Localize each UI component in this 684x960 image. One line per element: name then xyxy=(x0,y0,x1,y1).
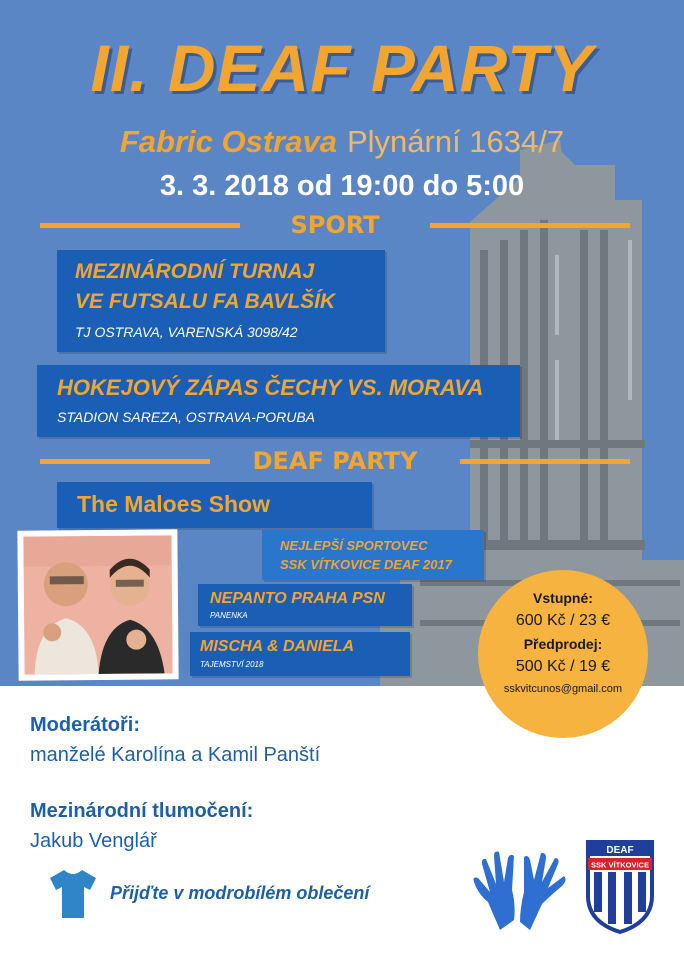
performers-illustration xyxy=(23,535,172,674)
mischa-name: MISCHA & DANIELA xyxy=(200,638,355,655)
moderators-names: manželé Karolína a Kamil Panští xyxy=(30,744,321,766)
venue-name: Fabric Ostrava xyxy=(119,124,337,159)
mischa-banner xyxy=(190,632,410,676)
contact-email: sskvitcunos@gmail.com xyxy=(503,683,623,695)
heading-rule xyxy=(430,223,630,228)
futsal-line2: VE FUTSALU FA BAVLŠÍK xyxy=(75,290,336,313)
photo-image xyxy=(23,535,172,674)
award-banner xyxy=(262,530,484,580)
interpreting-heading: Mezinárodní tlumočení: xyxy=(30,800,254,822)
entry-price: 600 Kč / 23 € xyxy=(515,612,611,629)
party-heading-label: DEAF PARTY xyxy=(252,447,418,475)
moderators-heading: Moderátoři: xyxy=(30,714,140,736)
price-badge xyxy=(478,570,648,738)
venue xyxy=(0,122,684,162)
maloes-show: The Maloes Show xyxy=(77,491,270,517)
heading-rule xyxy=(40,459,210,464)
presale-label: Předprodej: xyxy=(523,636,603,652)
sport-heading xyxy=(40,210,630,240)
party-heading xyxy=(40,446,630,476)
hockey-location: STADION SAREZA, OSTRAVA-PORUBA xyxy=(57,409,316,425)
dress-code: Přijďte v modrobílém oblečení xyxy=(110,883,370,903)
nepanto-name: NEPANTO PRAHA PSN xyxy=(210,590,385,607)
club-logo xyxy=(584,838,656,934)
event-title: II. DEAF PARTY xyxy=(90,31,594,105)
club-logo-top: DEAF xyxy=(606,845,634,856)
award-line2: SSK VÍTKOVICE DEAF 2017 xyxy=(280,557,452,572)
entry-label: Vstupné: xyxy=(533,590,593,606)
event-date: 3. 3. 2018 od 19:00 do 5:00 xyxy=(159,170,525,202)
award-line1: NEJLEPŠÍ SPORTOVEC xyxy=(280,538,428,553)
performers-photo xyxy=(17,529,178,680)
maloes-banner xyxy=(57,482,372,528)
futsal-line1: MEZINÁRODNÍ TURNAJ xyxy=(75,260,315,283)
futsal-location: TJ OSTRAVA, VARENSKÁ 3098/42 xyxy=(75,324,298,340)
club-logo-band: SSK VÍTKOVICE xyxy=(591,860,649,870)
presale-price: 500 Kč / 19 € xyxy=(515,658,611,675)
hockey-banner xyxy=(37,365,520,437)
nepanto-banner xyxy=(198,584,412,626)
futsal-banner xyxy=(57,250,385,352)
heading-rule xyxy=(40,223,240,228)
mischa-sub: TAJEMSTVÍ 2018 xyxy=(200,660,264,669)
sport-heading-label: SPORT xyxy=(290,211,380,239)
interpreting-names: Jakub Venglář xyxy=(30,830,157,852)
heading-rule xyxy=(460,459,630,464)
tshirt-icon xyxy=(48,868,98,920)
hockey-line1: HOKEJOVÝ ZÁPAS ČECHY VS. MORAVA xyxy=(57,375,484,400)
nepanto-sub: PANENKA xyxy=(210,611,248,620)
venue-address: Plynární 1634/7 xyxy=(346,124,565,159)
hands-icon xyxy=(470,850,570,935)
